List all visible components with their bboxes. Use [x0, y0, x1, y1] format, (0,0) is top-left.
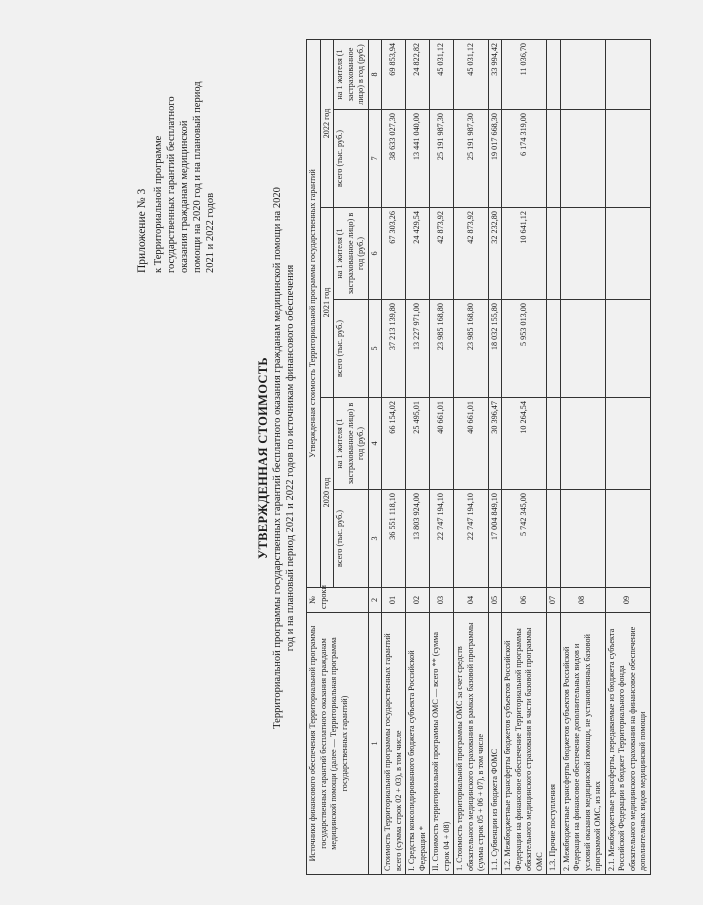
- cell-total: 13 803 924,00: [406, 490, 430, 588]
- header-total: всего (тыс. руб.): [334, 490, 369, 588]
- row-label: 1. Стоимость территориальной программы ОМС за счет средств обязательного медицинского страхования в рамках базовой программы (сумма строк 05 + 06 + 07), в том числе: [454, 613, 489, 875]
- table-row: [382, 39, 406, 874]
- rotated-document: [128, 33, 703, 883]
- table-row: [406, 39, 430, 874]
- header-per-person: на 1 жителя (1 застрахованное лицо) в год (руб.): [334, 398, 369, 490]
- cell-total: 36 551 118,10: [382, 490, 406, 588]
- cell-total: 23 985 168,80: [454, 300, 489, 398]
- appendix-line: 2021 и 2022 годов: [205, 192, 216, 273]
- header-approved-cost: Утвержденная стоимость Территориальной программы государственных гарантий: [307, 39, 321, 587]
- cell-total: 17 004 849,10: [488, 490, 502, 588]
- row-label: 1.3. Прочие поступления: [547, 613, 561, 875]
- cell-per-person: 30 396,47: [488, 398, 502, 490]
- cell-per-person: [560, 398, 605, 490]
- cell-per-person: 69 853,94: [382, 39, 406, 109]
- table-row: [547, 39, 561, 874]
- cell-per-person: 24 822,82: [406, 39, 430, 109]
- cell-per-person: 10 264,54: [502, 398, 547, 490]
- row-number: 02: [406, 588, 430, 613]
- cell-per-person: 10 641,12: [502, 208, 547, 300]
- table-row: [502, 39, 547, 874]
- cell-per-person: 42 873,92: [454, 208, 489, 300]
- row-label: Стоимость Территориальной программы государственных гарантий всего (сумма строк 02 + 03), в том числе: [382, 613, 406, 875]
- cell-per-person: [560, 208, 605, 300]
- cell-per-person: 66 154,02: [382, 398, 406, 490]
- cell-total: 5 953 013,00: [502, 300, 547, 398]
- cell-total: 22 747 194,10: [454, 490, 489, 588]
- cell-total: [605, 300, 650, 398]
- cell-per-person: 42 873,92: [430, 208, 454, 300]
- appendix-line: к Территориальной программе: [153, 135, 164, 273]
- cell-per-person: 11 036,70: [502, 39, 547, 109]
- appendix-line: помощи на 2020 год и на плановый период: [192, 81, 203, 273]
- row-number: 06: [502, 588, 547, 613]
- appendix-title: Приложение № 3: [136, 188, 148, 273]
- row-label: 1.1. Субвенции из бюджета ФОМС: [488, 613, 502, 875]
- cell-per-person: [560, 39, 605, 109]
- header-source: Источники финансового обеспечения Территориальной программы государственных гарантий бесплатного оказания гражданам медицинской помощи (далее — Территориальная программа государственных гарантий): [307, 613, 369, 875]
- document-title: УТВЕРЖДЕННАЯ СТОИМОСТЬ: [256, 357, 270, 559]
- cell-per-person: 40 661,01: [454, 398, 489, 490]
- header-year-2022: 2022 год: [320, 39, 334, 207]
- cell-per-person: [605, 398, 650, 490]
- document-subtitle: Территориальной программы государственных гарантий бесплатного оказания гражданам медицинской помощи на 2020 год и на плановый период 2021 и 2022 годов по источникам финансового обеспечения: [272, 187, 296, 729]
- row-number: 04: [454, 588, 489, 613]
- column-index: 6: [368, 208, 382, 300]
- cell-per-person: [605, 208, 650, 300]
- cell-per-person: 40 661,01: [430, 398, 454, 490]
- header-total: всего (тыс. руб.): [334, 110, 369, 208]
- cell-total: 38 633 027,30: [382, 110, 406, 208]
- row-label: II. Стоимость территориальной программы ОМС — всего ** (сумма строк 04 + 08): [430, 613, 454, 875]
- cell-per-person: 45 031,12: [454, 39, 489, 109]
- cell-per-person: 33 994,42: [488, 39, 502, 109]
- table-row: [605, 39, 650, 874]
- cell-total: 13 227 971,00: [406, 300, 430, 398]
- cell-per-person: [547, 398, 561, 490]
- table-row: [488, 39, 502, 874]
- row-number: 07: [547, 588, 561, 613]
- cell-total: 25 191 987,30: [454, 110, 489, 208]
- table-row: [430, 39, 454, 874]
- cost-table: [306, 39, 651, 875]
- cell-total: [605, 110, 650, 208]
- cell-per-person: [547, 208, 561, 300]
- cell-total: 22 747 194,10: [430, 490, 454, 588]
- row-label: 2.1. Межбюджетные трансферты, передаваемые из бюджета субъекта Российской Федерации в бюджет Территориального фонда обязательного медицинского страхования на финансовое обеспечение дополнительных видов медицинской помощи: [605, 613, 650, 875]
- column-index: 7: [368, 110, 382, 208]
- column-index: 4: [368, 398, 382, 490]
- cell-total: [547, 110, 561, 208]
- column-index: 2: [368, 588, 382, 613]
- column-index: 1: [368, 613, 382, 875]
- column-index: 3: [368, 490, 382, 588]
- cell-total: [547, 490, 561, 588]
- appendix-line: государственных гарантий бесплатного: [166, 96, 177, 273]
- header-per-person: на 1 жителя (1 застрахованное лицо) в год (руб.): [334, 39, 369, 109]
- row-number: 09: [605, 588, 650, 613]
- row-number: 05: [488, 588, 502, 613]
- header-year-2021: 2021 год: [320, 208, 334, 398]
- cell-total: 13 441 040,00: [406, 110, 430, 208]
- cell-per-person: 25 495,01: [406, 398, 430, 490]
- table-row: [454, 39, 489, 874]
- cell-per-person: 24 429,54: [406, 208, 430, 300]
- header-year-2020: 2020 год: [320, 398, 334, 588]
- appendix-line: оказания гражданам медицинской: [179, 120, 190, 273]
- cell-per-person: 67 303,26: [382, 208, 406, 300]
- cell-total: 19 017 668,30: [488, 110, 502, 208]
- column-index: 5: [368, 300, 382, 398]
- cell-total: 37 213 139,80: [382, 300, 406, 398]
- cell-total: [560, 490, 605, 588]
- cell-total: [560, 110, 605, 208]
- row-label: 1.2. Межбюджетные трансферты бюджетов субъектов Российской Федерации на финансовое обеспечение Территориальной программы обязательного медицинского страхования в части базовой программы ОМС: [502, 613, 547, 875]
- cell-per-person: 32 232,80: [488, 208, 502, 300]
- cell-total: 5 742 345,00: [502, 490, 547, 588]
- table-row: [560, 39, 605, 874]
- cell-total: 18 032 155,80: [488, 300, 502, 398]
- cell-total: 23 985 168,80: [430, 300, 454, 398]
- row-number: 03: [430, 588, 454, 613]
- row-label: I. Средства консолидированного бюджета субъекта Российской Федерации *: [406, 613, 430, 875]
- column-index-row: [368, 39, 382, 874]
- appendix-block: [136, 43, 217, 273]
- table-body: [368, 39, 650, 874]
- cell-total: [560, 300, 605, 398]
- header-total: всего (тыс. руб.): [334, 300, 369, 398]
- row-number: 08: [560, 588, 605, 613]
- cell-total: [605, 490, 650, 588]
- cell-per-person: [605, 39, 650, 109]
- header-row-number: № строки: [307, 588, 369, 613]
- column-index: 8: [368, 39, 382, 109]
- cell-total: 6 174 319,00: [502, 110, 547, 208]
- row-number: 01: [382, 588, 406, 613]
- cell-total: [547, 300, 561, 398]
- header-per-person: на 1 жителя (1 застрахованное лицо) в год (руб.): [334, 208, 369, 300]
- row-label: 2. Межбюджетные трансферты бюджетов субъектов Российской Федерации на финансовое обеспечение дополнительных видов и условий оказания медицинской помощи, не установленных базовой программой ОМС, из них: [560, 613, 605, 875]
- cell-per-person: [547, 39, 561, 109]
- cell-total: 25 191 987,30: [430, 110, 454, 208]
- cell-per-person: 45 031,12: [430, 39, 454, 109]
